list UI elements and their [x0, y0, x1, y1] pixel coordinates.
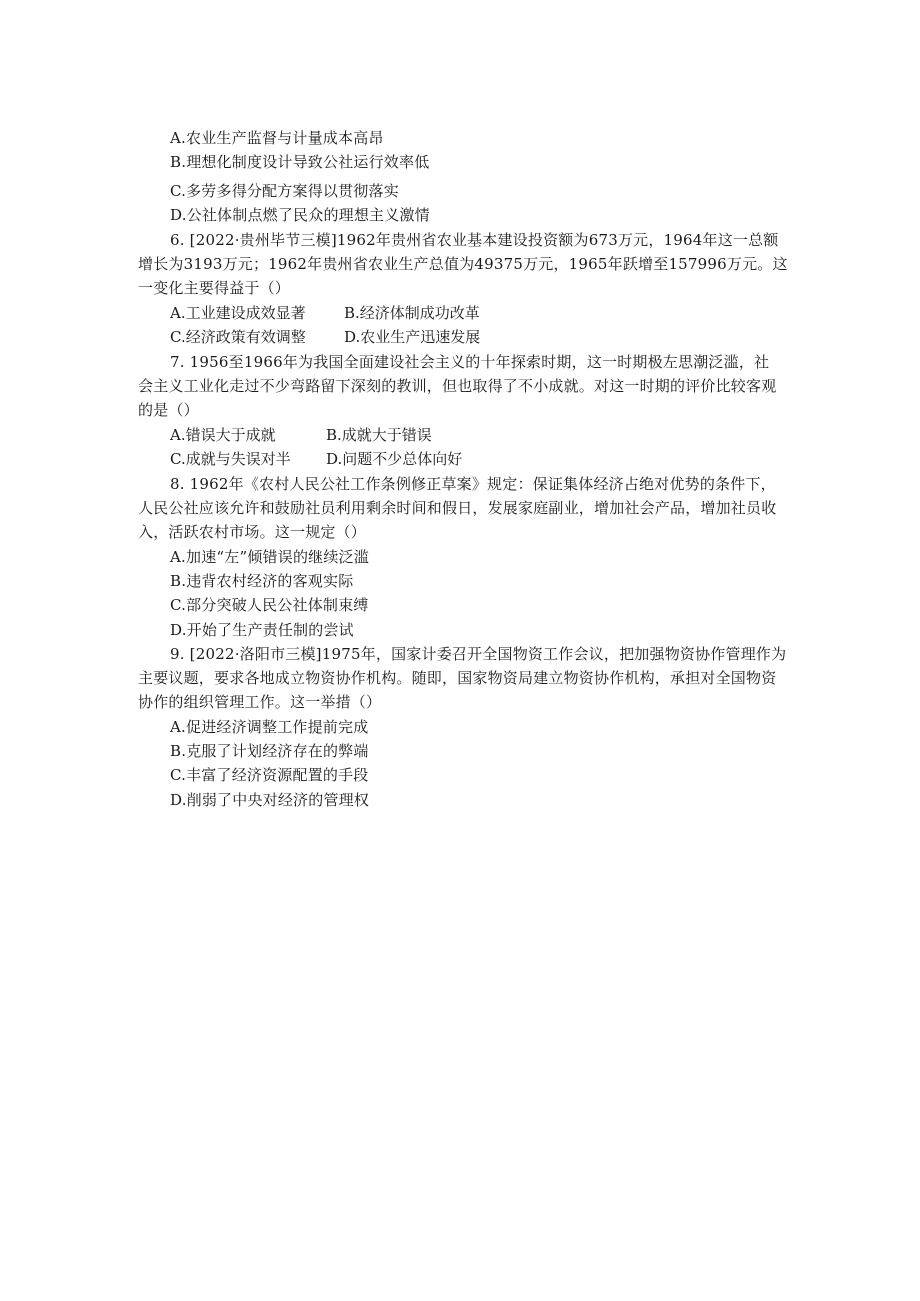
q5-option-c: C.多劳多得分配方案得以贯彻落实	[170, 182, 399, 200]
q7-option-b: B.成就大于错误	[326, 426, 432, 444]
q9-option-a: A.促进经济调整工作提前完成	[170, 718, 369, 736]
q8-option-a: A.加速“左”倾错误的继续泛滥	[170, 548, 369, 566]
q7-option-a: A.错误大于成就	[170, 426, 276, 444]
q9-option-b: B.克服了计划经济存在的弊端	[170, 742, 369, 760]
q6-option-b: B.经济体制成功改革	[344, 304, 480, 322]
q9-option-c: C.丰富了经济资源配置的手段	[170, 766, 369, 784]
q9-stem-line-1: 9. [2022·洛阳市三模]1975年，国家计委召开全国物资工作会议，把加强物资协作管理作为	[170, 645, 787, 663]
q9-stem-line-3: 协作的组织管理工作。这一举措（）	[138, 693, 382, 711]
q7-option-d: D.问题不少总体向好	[326, 450, 463, 468]
q8-option-d: D.开始了生产责任制的尝试	[170, 621, 354, 639]
q9-stem-line-2: 主要议题，要求各地成立物资协作机构。随即，国家物资局建立物资协作机构，承担对全国物资	[138, 669, 777, 687]
q6-stem-line-1: 6. [2022·贵州毕节三模]1962年贵州省农业基本建设投资额为673万元，1964年这一总额	[170, 231, 779, 249]
q8-stem-line-2: 人民公社应该允许和鼓励社员利用剩余时间和假日，发展家庭副业，增加社会产品，增加社员收	[138, 499, 777, 517]
q6-stem-line-2: 增长为3193万元；1962年贵州省农业生产总值为49375万元，1965年跃增至157996万元。这	[138, 255, 788, 273]
q5-option-b: B.理想化制度设计导致公社运行效率低	[170, 153, 430, 171]
q6-stem-line-3: 一变化主要得益于（）	[138, 279, 291, 297]
q7-stem-line-3: 的是（）	[138, 401, 199, 419]
q5-option-d: D.公社体制点燃了民众的理想主义激情	[170, 206, 430, 224]
q8-stem-line-1: 8. 1962年《农村人民公社工作条例修正草案》规定：保证集体经济占绝对优势的条件下，	[170, 475, 776, 493]
q7-stem-line-1: 7. 1956至1966年为我国全面建设社会主义的十年探索时期，这一时期极左思潮泛滥，社	[170, 353, 770, 371]
q6-option-d: D.农业生产迅速发展	[344, 328, 481, 346]
q6-option-c: C.经济政策有效调整	[170, 328, 306, 346]
q5-option-a: A.农业生产监督与计量成本高昂	[170, 129, 384, 147]
q7-option-c: C.成就与失误对半	[170, 450, 291, 468]
q8-option-b: B.违背农村经济的客观实际	[170, 572, 354, 590]
q8-option-c: C.部分突破人民公社体制束缚	[170, 596, 369, 614]
q7-stem-line-2: 会主义工业化走过不少弯路留下深刻的教训，但也取得了不小成就。对这一时期的评价比较客观	[138, 377, 777, 395]
q6-option-a: A.工业建设成效显著	[170, 304, 306, 322]
q9-option-d: D.削弱了中央对经济的管理权	[170, 791, 370, 809]
q8-stem-line-3: 入，活跃农村市场。这一规定（）	[138, 523, 367, 541]
